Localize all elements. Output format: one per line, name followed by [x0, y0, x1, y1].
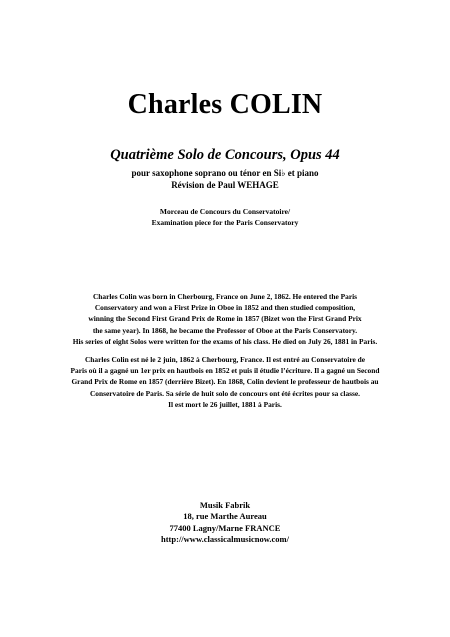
publisher-name: Musik Fabrik [199, 500, 251, 510]
biography-line: His series of eight Solos were written for the exams of his class. He died on July 26, 1881 in Paris. [72, 336, 378, 346]
biography-english [40, 291, 410, 347]
biography-line: Charles Colin est né le 2 juin, 1862 à Cherbourg, France. Il est entré au Conservatoire de [84, 355, 366, 364]
biography-line: Il est mort le 26 juillet, 1881 à Paris. [168, 399, 282, 409]
biography-line: the same year). In 1868, he became the Professor of Oboe at the Paris Conservatory. [92, 325, 358, 335]
biography-line: winning the Second First Grand Prix de Rome in 1857 (Bizet won the First Grand Prix [88, 314, 362, 324]
biography-line: Paris où il a gagné un 1er prix en hautbois en 1852 et puis il étudie l’écriture. Il a gagné un Second [70, 366, 380, 376]
work-title: Quatrième Solo de Concours, Opus 44 [110, 147, 340, 163]
publisher-street: 18, rue Marthe Aureau [183, 511, 267, 522]
composer-name: Charles COLIN [127, 89, 323, 120]
biography-french [40, 354, 410, 410]
biography-line: Charles Colin was born in Cherbourg, France on June 2, 1862. He entered the Paris [92, 292, 358, 301]
biography-line: Conservatoire de Paris. Sa série de huit solo de concours ont été écrites pour sa classe. [89, 388, 361, 398]
biography-line: Conservatory and won a First Prize in Oboe in 1852 and then studied composition, [94, 303, 356, 313]
instrumentation-line: pour saxophone soprano ou ténor en Si♭ et piano [131, 168, 319, 178]
biography-line: Grand Prix de Rome en 1857 (derrière Bizet). En 1868, Colin devient le professeur de hautbois au [71, 377, 379, 387]
piece-description-fr: Morceau de Concours du Conservatoire/ [159, 207, 291, 216]
publisher-city: 77400 Lagny/Marne FRANCE [169, 522, 281, 533]
publisher-website: http://www.classicalmusicnow.com/ [161, 533, 289, 544]
publisher-block [0, 500, 450, 545]
revision-line: Révision de Paul WEHAGE [171, 180, 279, 190]
piece-description-en: Examination piece for the Paris Conservatory [151, 218, 299, 227]
